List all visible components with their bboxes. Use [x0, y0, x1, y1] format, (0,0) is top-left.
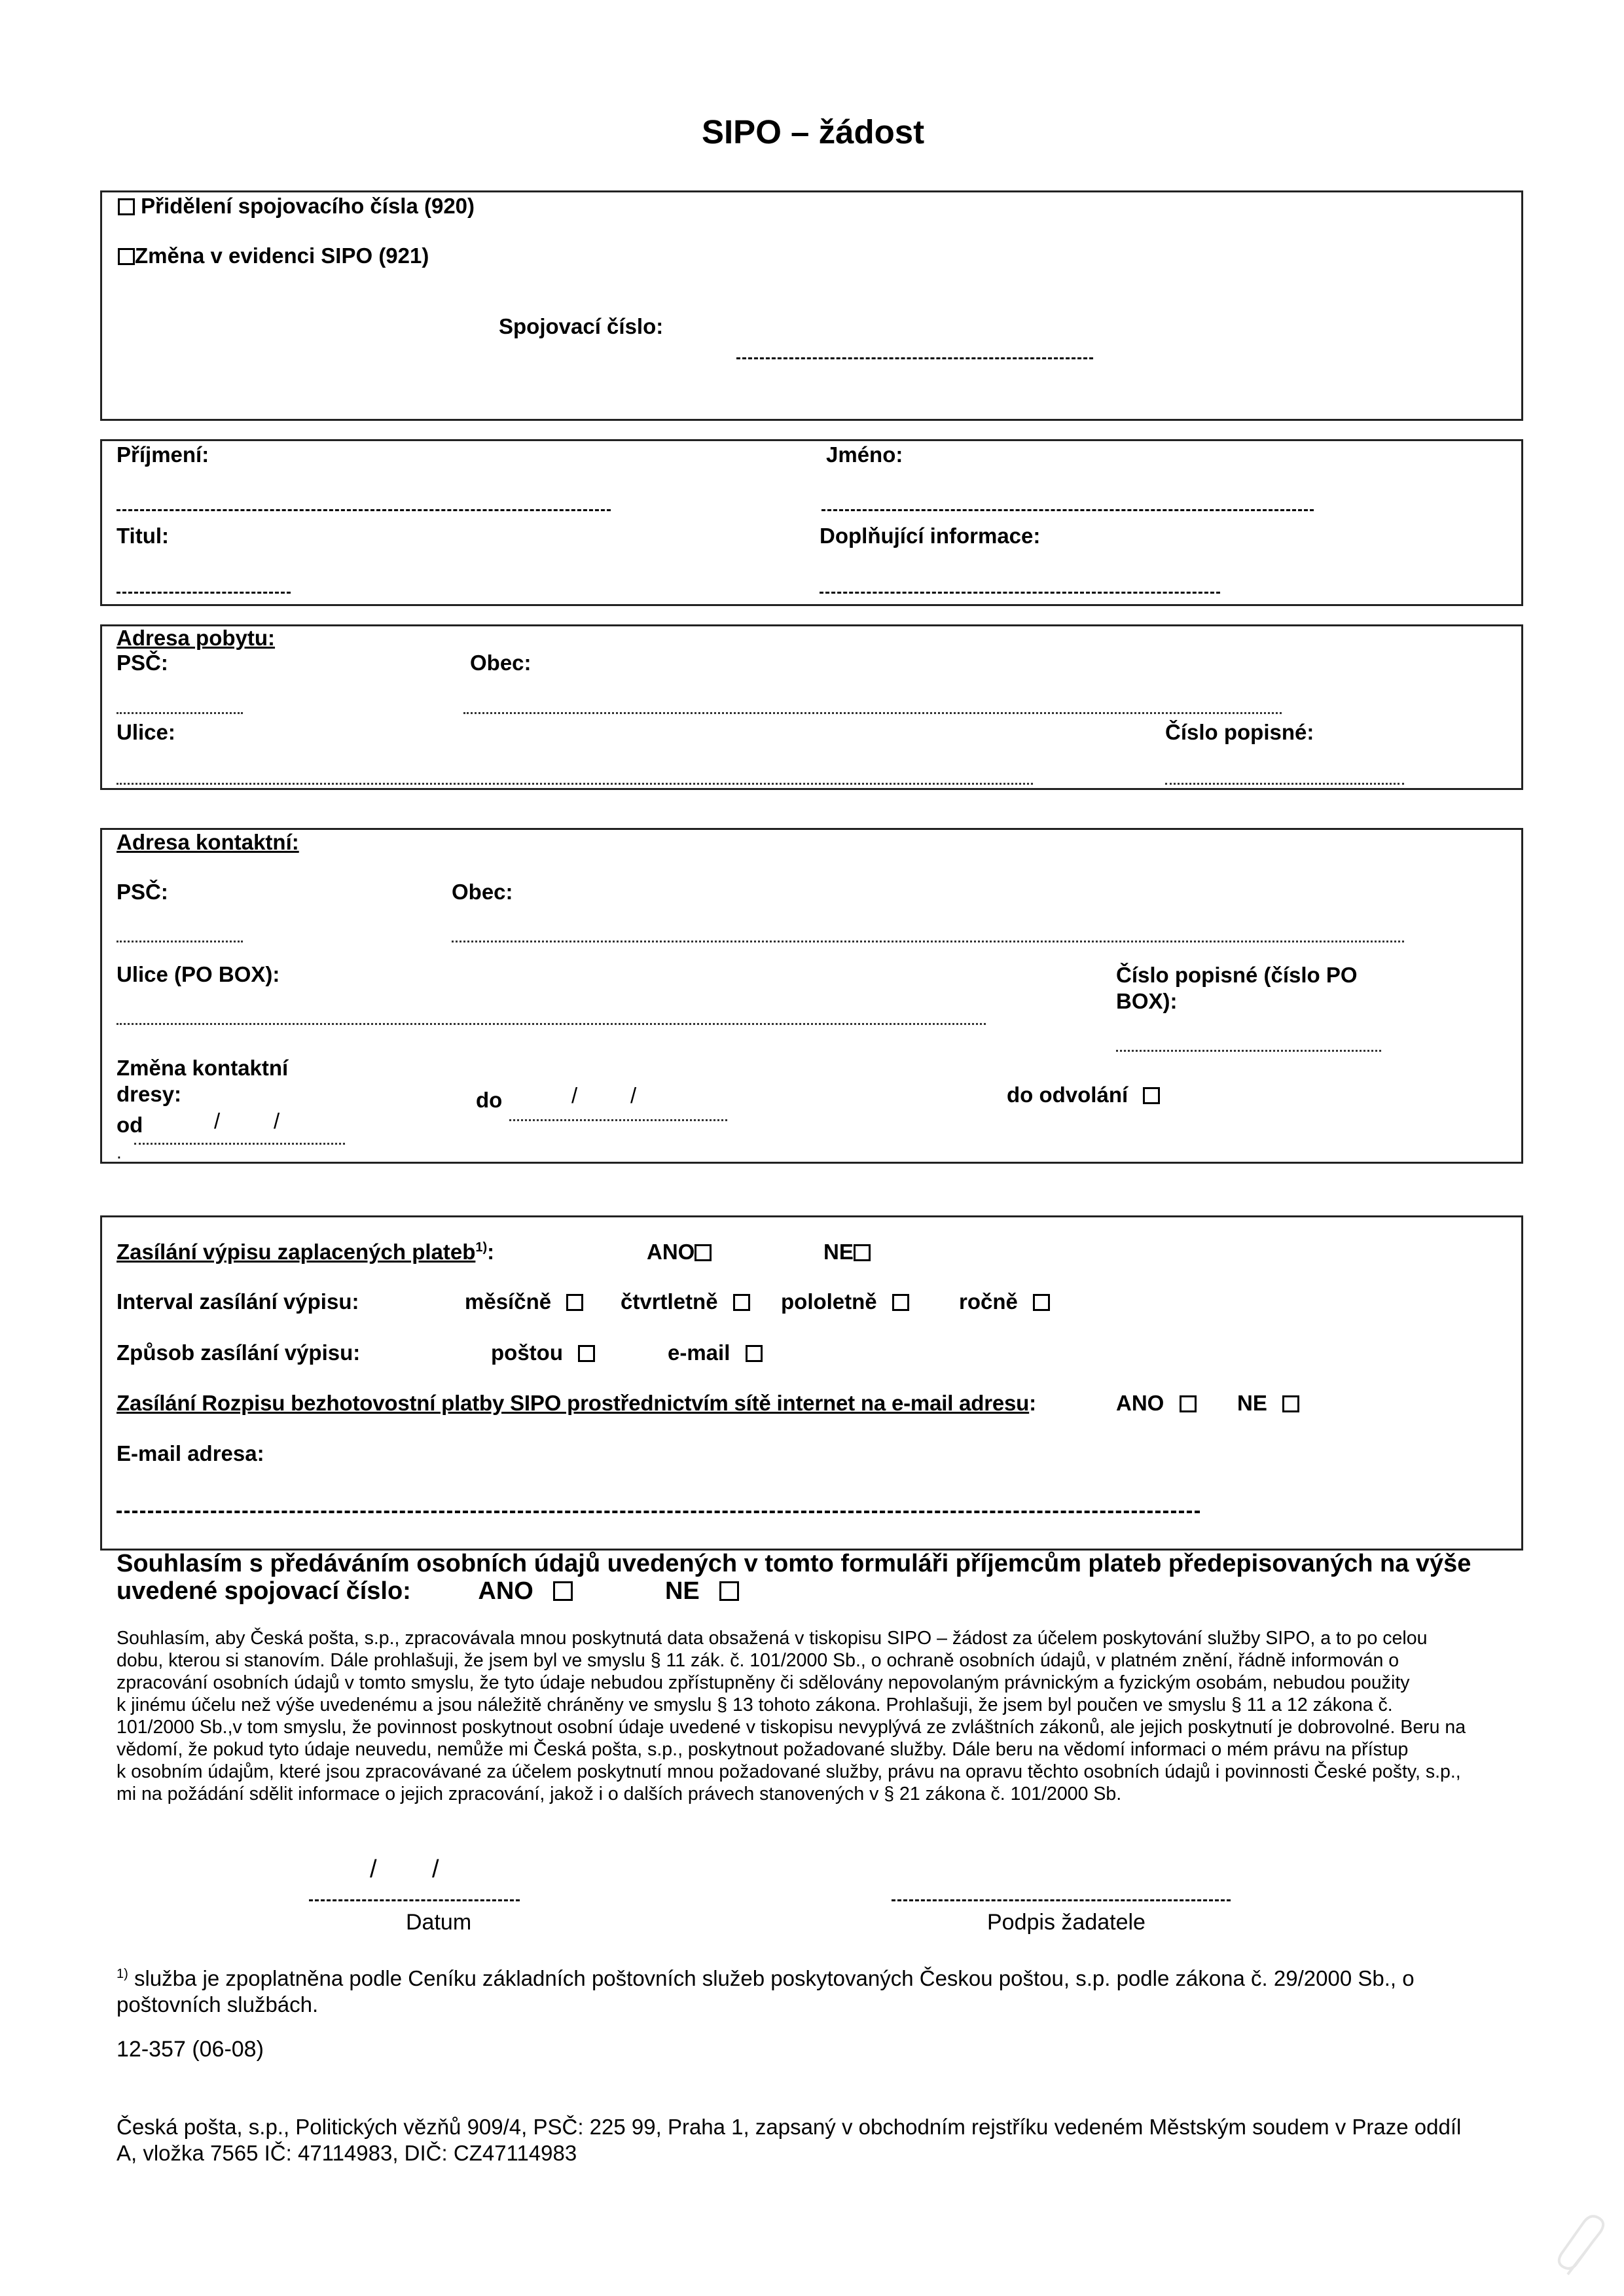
- datum-label: Datum: [406, 1910, 472, 1935]
- datum-field[interactable]: [309, 1899, 520, 1901]
- consent-line1: Souhlasím s předáváním osobních údajů uvedených v tomto formuláři příjemcům plateb předepisovaných na výše: [117, 1550, 1471, 1577]
- zpusob-label: Způsob zasílání výpisu:: [117, 1340, 361, 1365]
- zasilani-ne-checkbox[interactable]: [854, 1244, 871, 1261]
- footnote-line2: poštovních službách.: [117, 1992, 319, 2017]
- zmena-checkbox[interactable]: [118, 248, 135, 265]
- rocne-checkbox[interactable]: [1033, 1294, 1050, 1311]
- legal-line: 101/2000 Sb.,v tom smyslu, že povinnost poskytnout osobní údaje uvedené v tiskopisu nevyplývá ze zvláštních zákonů, ale jejich poskytnutí je dobrovolné. Beru na: [117, 1717, 1466, 1738]
- rozpis-ne-label: NE: [1237, 1391, 1267, 1415]
- date-slashes: / /: [370, 1856, 439, 1883]
- zasilani-ano-label: ANO: [647, 1240, 695, 1264]
- consent-line2: [117, 1577, 739, 1605]
- postou-checkbox[interactable]: [578, 1345, 595, 1362]
- do-date-field[interactable]: [509, 1119, 727, 1121]
- zpusob-postou: [491, 1340, 595, 1365]
- kontakt-cislo-line1: Číslo popisné (číslo PO: [1116, 963, 1358, 987]
- kontakt-ulice-field[interactable]: [117, 1023, 986, 1025]
- zasilani-vypisu-label: [117, 1240, 494, 1265]
- legal-text: [117, 1627, 1504, 1805]
- zasilani-ne-label: NE: [823, 1240, 854, 1264]
- kontakt-ulice-label: Ulice (PO BOX):: [117, 962, 280, 986]
- consent-ne-checkbox[interactable]: [719, 1581, 739, 1601]
- do-slash-1: /: [571, 1083, 578, 1107]
- do-odvolani: [1007, 1083, 1160, 1107]
- jmeno-label: Jméno:: [826, 442, 903, 467]
- spojovaci-cislo-label: Spojovací číslo:: [499, 314, 664, 338]
- kontakt-obec-label: Obec:: [452, 880, 513, 904]
- company-info: [117, 2114, 1461, 2166]
- footnote-sup: 1): [117, 1967, 128, 1981]
- section-personal: [100, 439, 1523, 606]
- rozpis-ano: [1116, 1391, 1197, 1416]
- paperclip-icon: [1555, 2212, 1614, 2284]
- doplnujici-field[interactable]: [820, 592, 1220, 594]
- company-line2: A, vložka 7565 IČ: 47114983, DIČ: CZ47114983: [117, 2141, 577, 2165]
- spojovaci-cislo-field[interactable]: [736, 357, 1093, 359]
- email-adresa-label: E-mail adresa:: [117, 1441, 264, 1465]
- section-spojovaci-cislo: [100, 190, 1523, 421]
- zasilani-colon: :: [487, 1240, 495, 1264]
- dot-mark: .: [117, 1142, 122, 1162]
- footnote-line1: [117, 1961, 1415, 1992]
- consent-ano-label: ANO: [478, 1577, 533, 1605]
- rozpis-ano-label: ANO: [1116, 1391, 1164, 1415]
- ulice-label: Ulice:: [117, 720, 175, 744]
- kontakt-obec-field[interactable]: [452, 941, 1404, 942]
- od-slash-1: /: [214, 1109, 221, 1133]
- kontakt-cislo-line2: BOX):: [1116, 989, 1178, 1013]
- obec-label: Obec:: [470, 651, 532, 675]
- ctvrtletne-checkbox[interactable]: [733, 1294, 750, 1311]
- do-odvolani-checkbox[interactable]: [1143, 1087, 1160, 1104]
- option-prideleni: [118, 194, 475, 219]
- legal-line: dobu, kterou si stanovím. Dále prohlašuji, že jsem byl ve smyslu § 11 zák. č. 101/2000 Sb., o ochraně osobních údajů, v platném znění, řádně informován o: [117, 1650, 1399, 1671]
- kontakt-cislo-field[interactable]: [1116, 1050, 1381, 1052]
- psc-label: PSČ:: [117, 651, 168, 675]
- od-date-field[interactable]: [134, 1143, 345, 1145]
- footnote-line1-text: služba je zpoplatněna podle Ceníku základních poštovních služeb poskytovaných Českou poštou, s.p. podle zákona č. 29/2000 Sb., o: [134, 1966, 1415, 1990]
- interval-ctvrtletne: [621, 1289, 750, 1314]
- consent-ne-label: NE: [664, 1577, 700, 1605]
- zasilani-ano-checkbox[interactable]: [695, 1244, 712, 1261]
- footnote-ref: 1): [475, 1240, 488, 1255]
- legal-line: Souhlasím, aby Česká pošta, s.p., zpracovávala mnou poskytnutá data obsažená v tiskopisu SIPO – žádost za účelem poskytování služby SIPO, a to po celou: [117, 1628, 1428, 1649]
- psc-field[interactable]: [117, 712, 243, 714]
- adresa-pobytu-heading: Adresa pobytu:: [117, 626, 276, 650]
- interval-label: Interval zasílání výpisu:: [117, 1289, 359, 1314]
- cislo-popisne-field[interactable]: [1165, 783, 1404, 785]
- do-odvolani-label: do odvolání: [1007, 1083, 1128, 1107]
- zmena-kontaktni-label: [117, 1055, 288, 1107]
- form-code: 12-357 (06-08): [117, 2037, 264, 2062]
- mesicne-label: měsíčně: [465, 1289, 552, 1314]
- option-prideleni-label: Přidělení spojovacího čísla (920): [141, 194, 475, 218]
- rozpis-colon: :: [1029, 1391, 1036, 1415]
- ctvrtletne-label: čtvrtletně: [621, 1289, 718, 1314]
- kontakt-cislo-label: [1116, 962, 1358, 1014]
- titul-label: Titul:: [117, 524, 170, 548]
- legal-line: mi na požádání sdělit informace o jejich zpracování, jakož i o dalších právech stanovených v § 21 zákona č. 101/2000 Sb.: [117, 1784, 1122, 1804]
- zpusob-email: [668, 1340, 763, 1365]
- option-zmena: [118, 243, 429, 268]
- legal-line: k jinému účelu než výše uvedenému a jsou náležitě chráněny ve smyslu § 13 tohoto zákona. Prohlašuji, že jsem byl poučen ve smyslu § 11 a 12 zákona č.: [117, 1695, 1393, 1715]
- company-line1: Česká pošta, s.p., Politických vězňů 909/4, PSČ: 225 99, Praha 1, zapsaný v obchodním rejstříku vedeném Městským soudem v Praze oddíl: [117, 2115, 1462, 2139]
- doplnujici-label: Doplňující informace:: [820, 524, 1041, 548]
- od-label: od: [117, 1113, 143, 1137]
- email-checkbox[interactable]: [746, 1345, 763, 1362]
- rozpis-ano-checkbox[interactable]: [1180, 1395, 1197, 1412]
- email-label: e-mail: [668, 1340, 731, 1365]
- rozpis-text: Zasílání Rozpisu bezhotovostní platby SIPO prostřednictvím sítě internet na e-mail adresu: [117, 1391, 1030, 1415]
- section-vypis: [100, 1215, 1523, 1551]
- obec-field[interactable]: [463, 712, 1282, 714]
- prijmeni-label: Příjmení:: [117, 442, 209, 467]
- consent-ano-checkbox[interactable]: [553, 1581, 573, 1601]
- prideleni-checkbox[interactable]: [118, 198, 135, 215]
- podpis-label: Podpis žadatele: [987, 1910, 1146, 1935]
- cislo-popisne-label: Číslo popisné:: [1165, 720, 1314, 744]
- interval-rocne: [959, 1289, 1050, 1314]
- zmena-line1: Změna kontaktní: [117, 1056, 289, 1080]
- zasilani-ano: [647, 1240, 712, 1265]
- legal-line: k osobním údajům, které jsou zpracovávané za účelem poskytnutí mnou požadované služby, právu na opravu těchto osobních údajů i povinnosti České pošty, s.p.,: [117, 1761, 1461, 1782]
- pololetne-checkbox[interactable]: [892, 1294, 909, 1311]
- adresa-kontaktni-heading: Adresa kontaktní:: [117, 830, 299, 854]
- zasilani-ne: [823, 1240, 871, 1265]
- footnote: [117, 1961, 1415, 2018]
- kontakt-psc-label: PSČ:: [117, 880, 168, 904]
- mesicne-checkbox[interactable]: [566, 1294, 583, 1311]
- jmeno-field[interactable]: [821, 509, 1314, 511]
- option-zmena-label: Změna v evidenci SIPO (921): [135, 243, 429, 268]
- rozpis-label: [117, 1391, 1036, 1416]
- rozpis-ne-checkbox[interactable]: [1282, 1395, 1299, 1412]
- section-adresa-pobytu: [100, 624, 1523, 790]
- kontakt-psc-field[interactable]: [117, 941, 243, 942]
- podpis-field[interactable]: [892, 1899, 1231, 1901]
- do-label: do: [476, 1088, 503, 1112]
- consent-line2-text: uvedené spojovací číslo:: [117, 1577, 411, 1605]
- zmena-line2: dresy:: [117, 1082, 182, 1106]
- do-slash-2: /: [630, 1083, 637, 1107]
- interval-mesicne: [465, 1289, 583, 1314]
- legal-line: zpracování osobních údajů v tomto smyslu, že tyto údaje nebudou zpřístupněny či sdělovány nepovolaným právnickým a fyzickým osobám, nebudou použity: [117, 1672, 1410, 1693]
- rozpis-ne: [1237, 1391, 1299, 1416]
- legal-line: vědomí, že pokud tyto údaje neuvedu, nemůže mi Česká pošta, s.p., poskytnout požadované služby. Dále beru na vědomí informaci o mém právu na přístup: [117, 1739, 1409, 1760]
- ulice-field[interactable]: [117, 783, 1033, 785]
- postou-label: poštou: [491, 1340, 563, 1365]
- pololetne-label: pololetně: [781, 1289, 877, 1314]
- interval-pololetne: [781, 1289, 909, 1314]
- page-title: SIPO – žádost: [702, 113, 925, 151]
- rocne-label: ročně: [959, 1289, 1018, 1314]
- prijmeni-field[interactable]: [117, 509, 611, 511]
- email-adresa-field[interactable]: [117, 1511, 1200, 1513]
- zasilani-vypisu-text: Zasílání výpisu zaplacených plateb: [117, 1240, 476, 1264]
- od-slash-2: /: [274, 1109, 280, 1133]
- titul-field[interactable]: [117, 592, 291, 594]
